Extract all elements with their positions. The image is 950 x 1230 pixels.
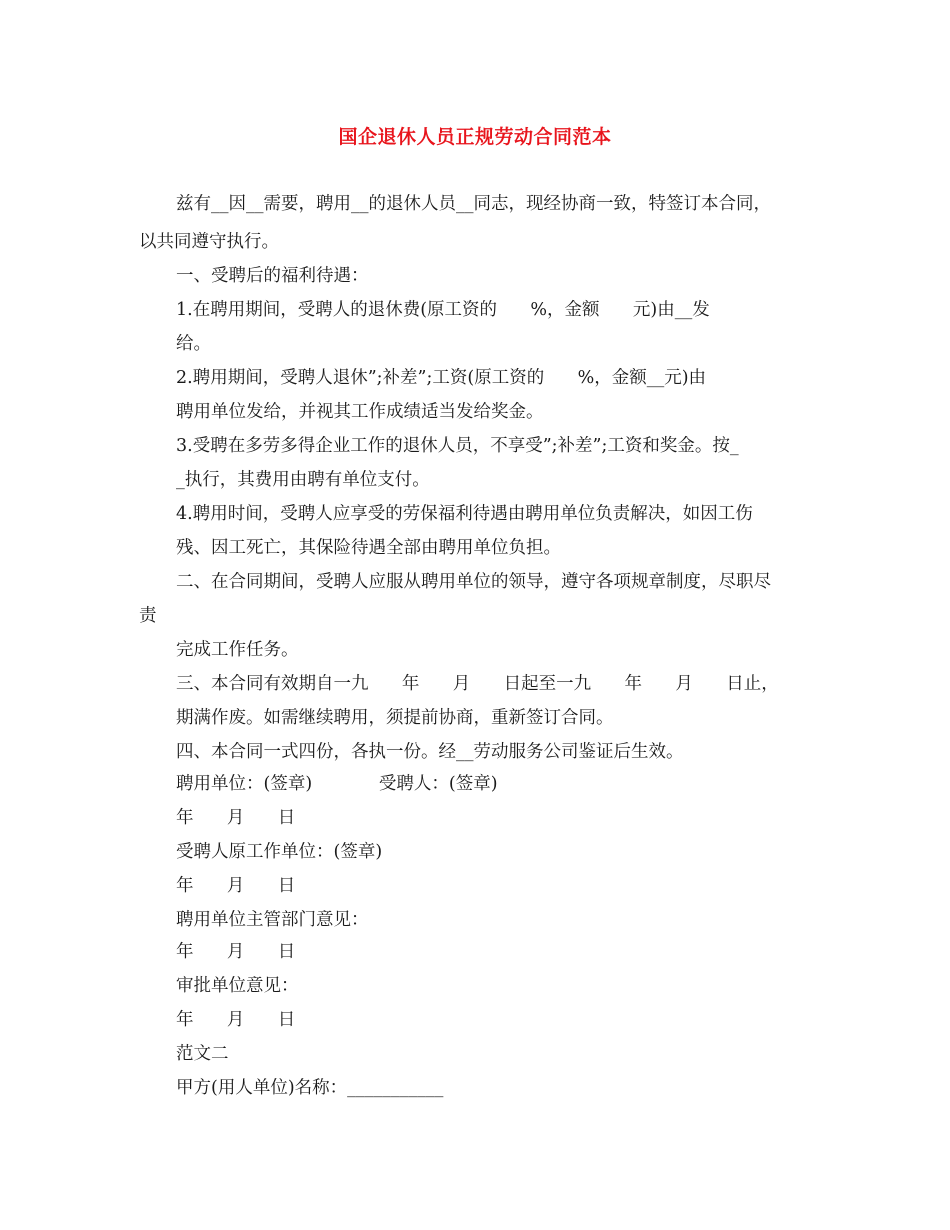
signature-line: 聘用单位：(签章) 受聘人：(签章): [176, 774, 498, 794]
body-line: 4.聘用时间，受聘人应享受的劳保福利待遇由聘用单位负责解决，如因工伤: [176, 504, 753, 524]
opinion-line: 聘用单位主管部门意见：: [176, 910, 369, 930]
section-heading: 一、受聘后的福利待遇：: [176, 266, 369, 286]
body-line: 1.在聘用期间，受聘人的退休费(原工资的 %，金额 元)由__发: [176, 300, 710, 320]
date-line: 年 月 日: [176, 808, 296, 828]
body-line: 责: [139, 606, 157, 626]
body-line: 3.受聘在多劳多得企业工作的退休人员，不享受”;补差”;工资和奖金。按_: [176, 436, 739, 456]
section-heading: 三、本合同有效期自一九 年 月 日起至一九 年 月 日止，: [176, 674, 779, 694]
date-line: 年 月 日: [176, 1010, 296, 1030]
body-line: 兹有__因__需要，聘用__的退休人员__同志，现经协商一致，特签订本合同，: [176, 194, 771, 214]
body-line: 残、因工死亡，其保险待遇全部由聘用单位负担。: [176, 538, 561, 558]
body-line: 甲方(用人单位)名称：___________: [176, 1078, 444, 1098]
section-heading: 范文二: [176, 1044, 229, 1064]
body-line: 完成工作任务。: [176, 640, 299, 660]
body-line: 2.聘用期间，受聘人退休”;补差”;工资(原工资的 %，金额__元)由: [176, 368, 707, 388]
signature-line: 受聘人原工作单位：(签章): [176, 842, 383, 862]
body-line: 聘用单位发给，并视其工作成绩适当发给奖金。: [176, 402, 544, 422]
date-line: 年 月 日: [176, 876, 296, 896]
body-line: _执行，其费用由聘有单位支付。: [176, 470, 430, 490]
section-heading: 四、本合同一式四份，各执一份。经__劳动服务公司鉴证后生效。: [176, 742, 684, 762]
body-line: 以共同遵守执行。: [139, 232, 279, 252]
section-heading: 二、在合同期间，受聘人应服从聘用单位的领导，遵守各项规章制度，尽职尽: [176, 572, 771, 592]
body-line: 给。: [176, 334, 211, 354]
body-line: 期满作废。如需继续聘用，须提前协商，重新签订合同。: [176, 708, 614, 728]
date-line: 年 月 日: [176, 942, 296, 962]
opinion-line: 审批单位意见：: [176, 976, 299, 996]
document-title: 国企退休人员正规劳动合同范本: [338, 126, 612, 148]
